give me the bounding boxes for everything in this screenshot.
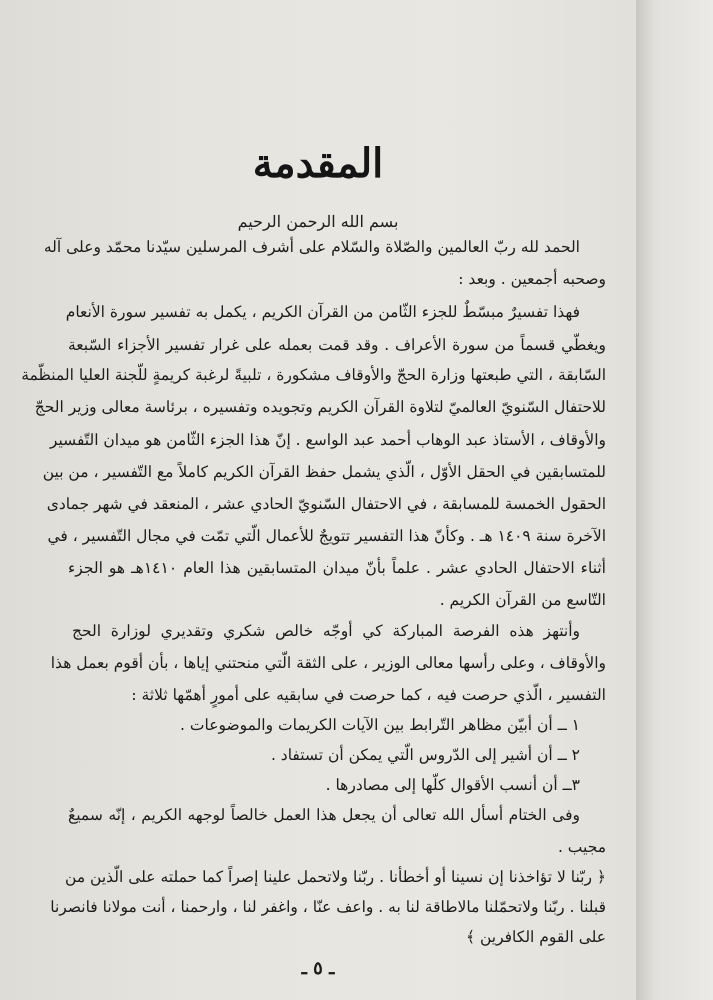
- text-line: ويغطّي قسماً من سورة الأعراف . وقد قمت بعمله على غرار تفسير الأجزاء السّبعة: [68, 336, 606, 354]
- page-edge: [636, 0, 713, 1000]
- page-number: ـ ٥ ـ: [301, 958, 335, 979]
- text-line: للمتسابقين في الحقل الأوّل ، الّذي يشمل حفظ القرآن الكريم كاملاً مع التّفسير ، من بين: [42, 463, 606, 481]
- text-line: الآخرة سنة ١٤٠٩ هـ . وكأنّ هذا التفسير تتويجٌ للأعمال الّتي تمّت في مجال التّفسير ، في: [47, 527, 606, 545]
- basmala: بسم الله الرحمن الرحيم: [237, 212, 399, 231]
- list-item: ١ ــ أن أبيّن مظاهر التّرابط بين الآيات الكريمات والموضوعات .: [180, 716, 580, 734]
- page-title: المقدمة: [252, 140, 384, 187]
- text-line: التّاسع من القرآن الكريم .: [439, 591, 606, 609]
- text-line: وصحبه أجمعين . وبعد :: [458, 270, 606, 288]
- list-item: ٢ ــ أن أشير إلى الدّروس الّتي يمكن أن تستفاد .: [270, 746, 580, 764]
- verse-line: على القوم الكافرين ﴾: [465, 928, 606, 946]
- text-line: فهذا تفسيرٌ مبسّطٌ للجزء الثّامن من القرآن الكريم ، يكمل به تفسير سورة الأنعام: [65, 303, 580, 321]
- text-line: أثناء الاحتفال الحادي عشر . علماً بأنّ ميدان المتسابقين هذا العام ١٤١٠هـ هو الجزء: [68, 559, 606, 577]
- text-line: وأنتهز هذه الفرصة المباركة كي أوجّه خالص شكري وتقديري لوزارة الحج: [72, 622, 580, 640]
- text-line: الحقول الخمسة للمسابقة ، في الاحتفال السّنويّ الحادي عشر ، المنعقد في شهر جمادى: [46, 495, 606, 513]
- verse-line: قبلنا . ربّنا ولاتحمّلنا مالاطاقة لنا به . واعف عنّا ، واغفر لنا ، وارحمنا ، أنت مولانا فانصرنا: [50, 898, 606, 916]
- text-line: للاحتفال السّنويّ العالميّ لتلاوة القرآن الكريم وتجويده وتفسيره ، برئاسة معالى وزير الحجّ: [34, 398, 606, 416]
- text-line: الحمد لله ربّ العالمين والصّلاة والسّلام على أشرف المرسلين سيّدنا محمّد وعلى آله: [43, 238, 580, 256]
- text-line: والأوقاف ، الأستاذ عبد الوهاب أحمد عبد الواسع . إنّ هذا الجزء الثّامن هو ميدان التّفسير: [49, 431, 606, 449]
- text-line: التفسير ، الّذي حرصت فيه ، كما حرصت في سابقيه على أمورٍ أهمّها ثلاثة :: [131, 686, 606, 704]
- verse-line: ﴿ ربّنا لا تؤاخذنا إن نسينا أو أخطأنا . ربّنا ولاتحمل علينا إصراً كما حملته على الّذين من: [65, 868, 606, 886]
- text-line: السّابقة ، التي طبعتها وزارة الحجّ والأوقاف مشكورة ، تلبيةً لرغبة كريمةٍ للّجنة العليا المنظّمة: [21, 366, 606, 384]
- text-line: وفى الختام أسأل الله تعالى أن يجعل هذا العمل خالصاً لوجهه الكريم ، إنّه سميعٌ: [68, 806, 580, 824]
- text-line: مجيب .: [557, 838, 606, 856]
- text-line: والأوقاف ، وعلى رأسها معالى الوزير ، على الثقة الّتي منحتني إياها ، بأن أقوم بعمل هذا: [50, 654, 606, 672]
- list-item: ٣ــ أن أنسب الأقوال كلّها إلى مصادرها .: [325, 776, 580, 794]
